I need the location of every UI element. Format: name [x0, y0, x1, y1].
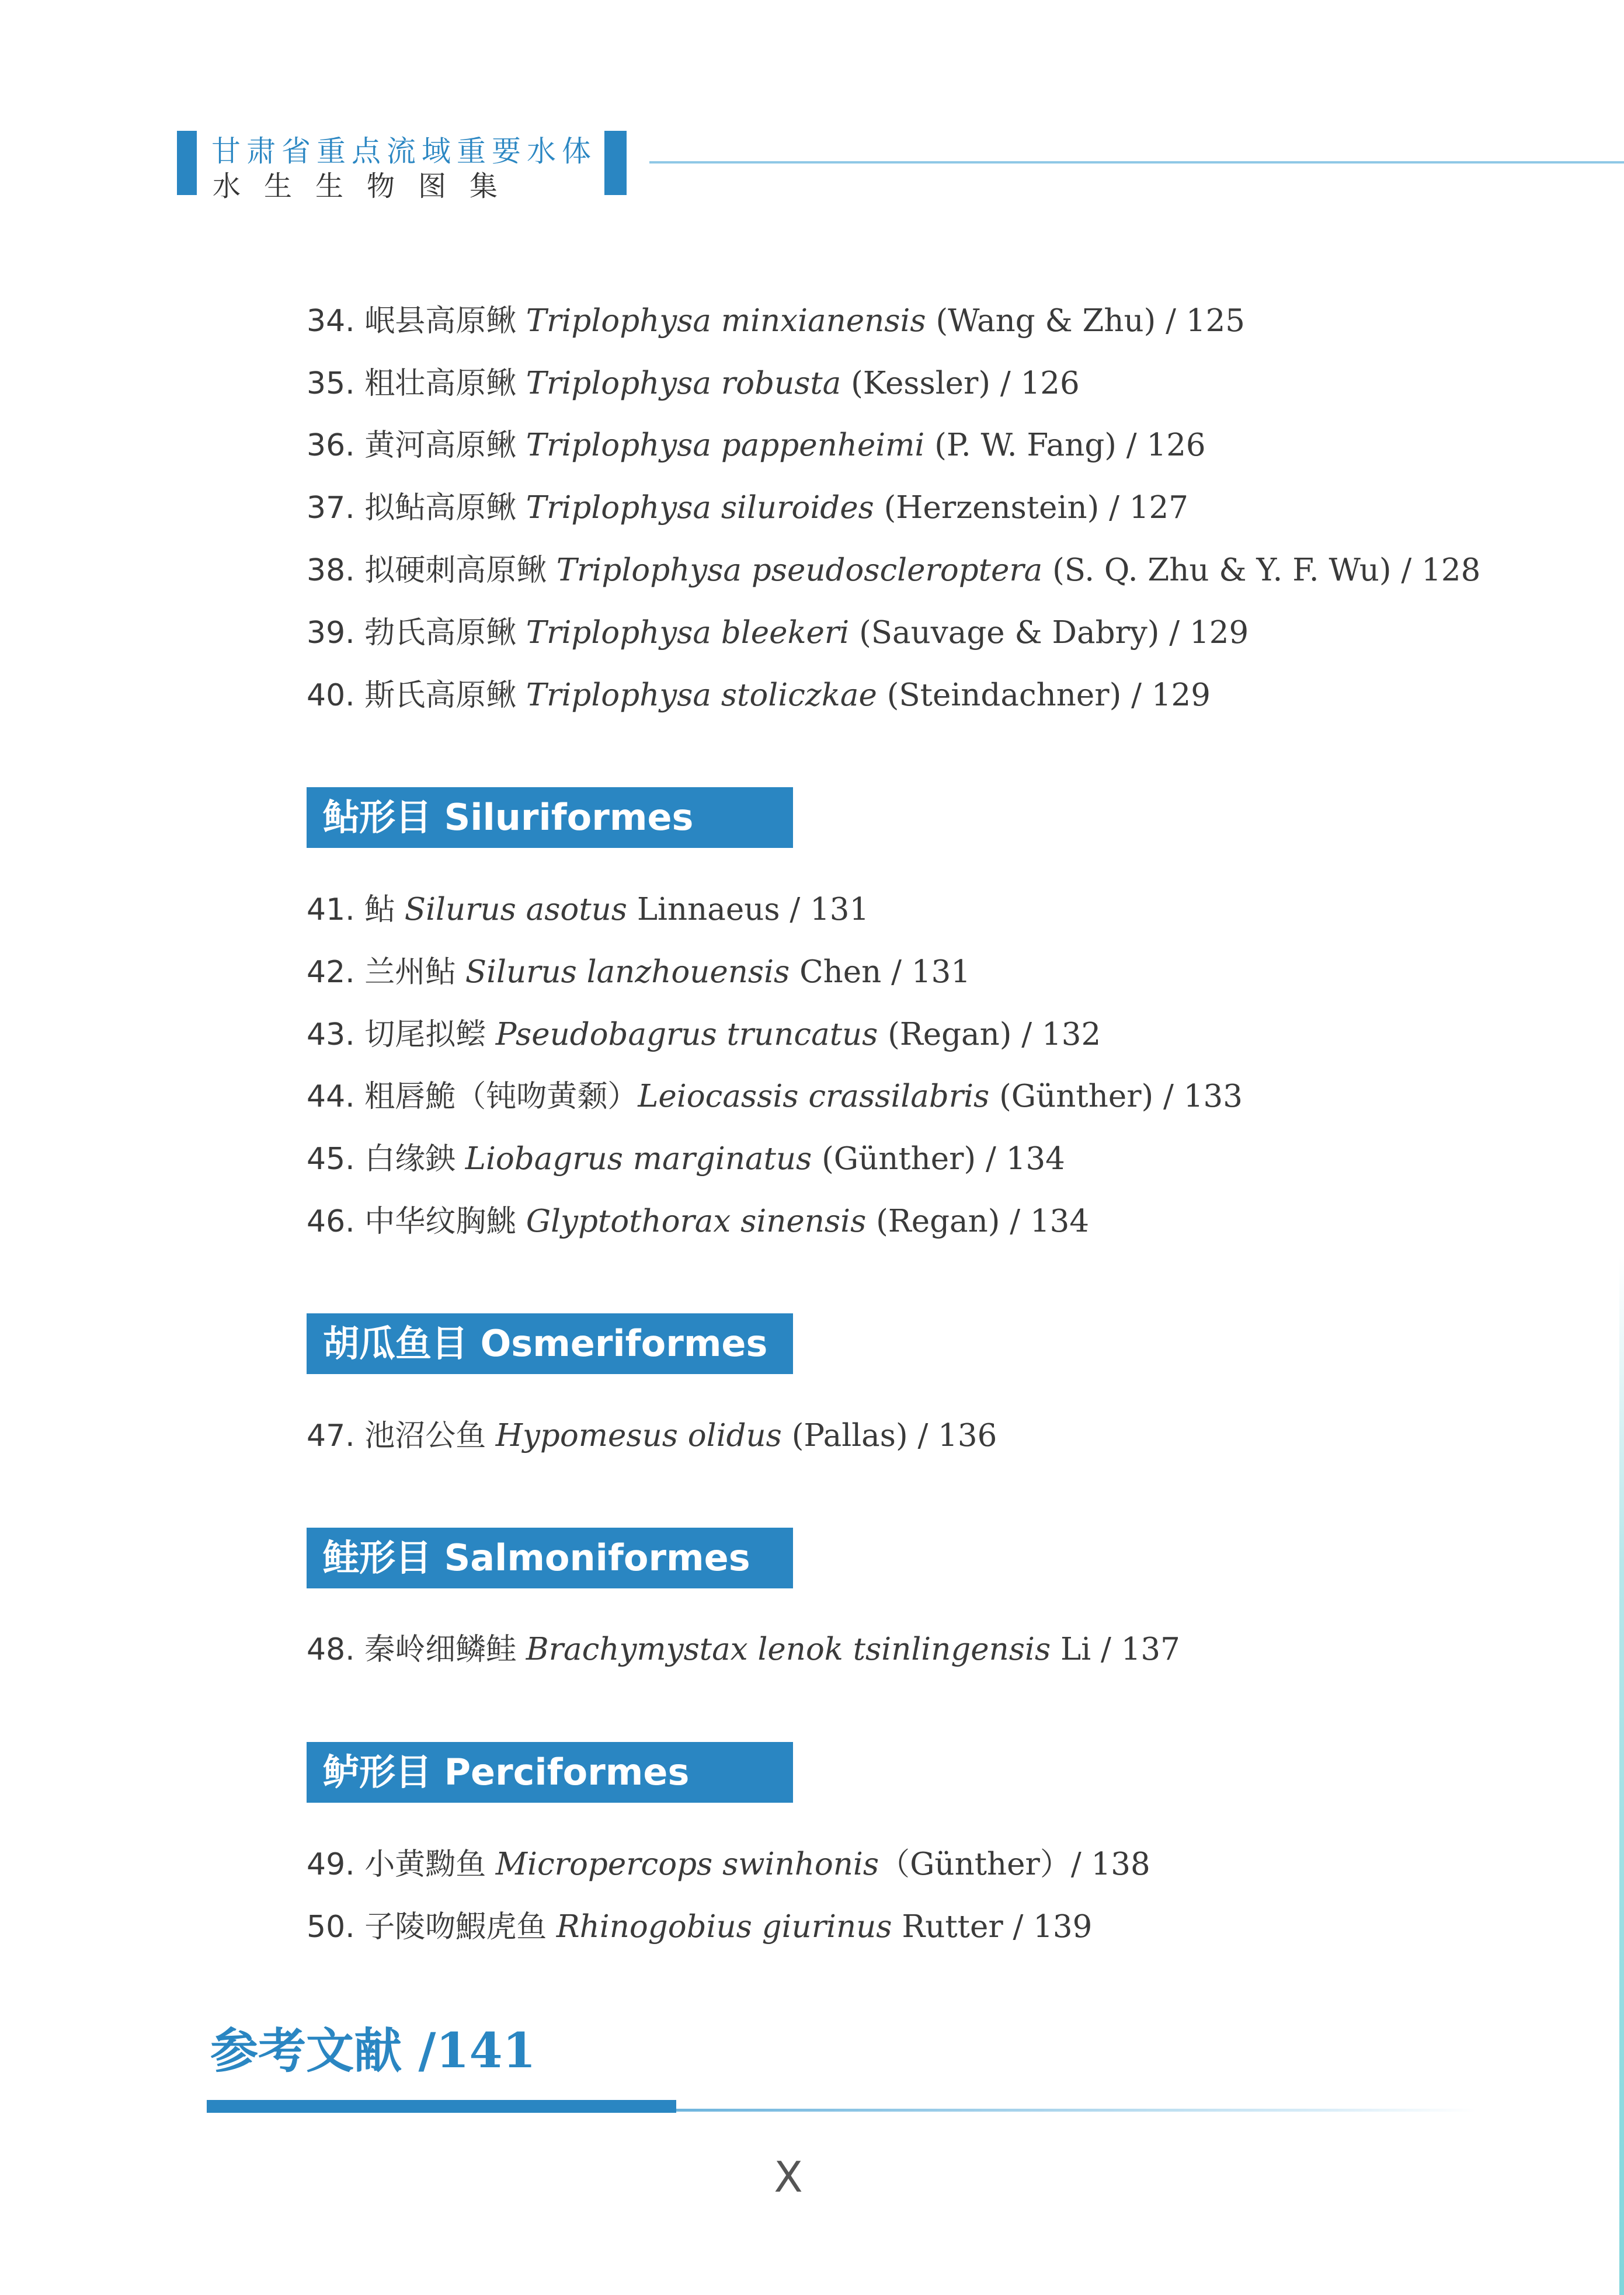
header-rule: [649, 161, 1624, 164]
toc-entry: 48. 秦岭细鳞鲑 Brachymystax lenok tsinlingensis Li / 137: [307, 1632, 1180, 1667]
page-number: X: [774, 2153, 803, 2202]
section-heading-perciformes: 鲈形目 Perciformes: [307, 1742, 793, 1803]
toc-entry: 40. 斯氏高原鳅 Triplophysa stoliczkae (Steindachner) / 129: [307, 677, 1211, 713]
section-heading-osmeriformes: 胡瓜鱼目 Osmeriformes: [307, 1313, 793, 1374]
header-title-line2: 水生生物图集: [213, 170, 521, 203]
header-title-line1: 甘肃省重点流域重要水体: [211, 134, 597, 168]
toc-entry: 45. 白缘鉠 Liobagrus marginatus (Günther) / 134: [307, 1141, 1065, 1177]
toc-entry: 43. 切尾拟鲿 Pseudobagrus truncatus (Regan) / 132: [307, 1017, 1101, 1052]
toc-entry: 50. 子陵吻鰕虎鱼 Rhinogobius giurinus Rutter / 139: [307, 1909, 1093, 1945]
toc-entry: 37. 拟鲇高原鳅 Triplophysa siluroides (Herzenstein) / 127: [307, 490, 1188, 526]
toc-entry: 44. 粗唇鮠（钝吻黄颡）Leiocassis crassilabris (Günther) / 133: [307, 1079, 1243, 1114]
toc-entry: 46. 中华纹胸鮡 Glyptothorax sinensis (Regan) / 134: [307, 1204, 1090, 1239]
section-heading-salmoniformes: 鲑形目 Salmoniformes: [307, 1528, 793, 1588]
references-rule-thin: [676, 2109, 1476, 2112]
page-edge-decoration: [1619, 1256, 1624, 2295]
references-heading: 参考文献 /141: [210, 2023, 536, 2079]
toc-entry: 39. 勃氏高原鳅 Triplophysa bleekeri (Sauvage & Dabry) / 129: [307, 615, 1249, 651]
toc-entry: 34. 岷县高原鳅 Triplophysa minxianensis (Wang & Zhu) / 125: [307, 303, 1246, 339]
toc-entry: 35. 粗壮高原鳅 Triplophysa robusta (Kessler) / 126: [307, 366, 1080, 401]
toc-entry: 49. 小黄黝鱼 Micropercops swinhonis（Günther）/ 138: [307, 1847, 1150, 1882]
toc-entry: 36. 黄河高原鳅 Triplophysa pappenheimi (P. W. Fang) / 126: [307, 427, 1206, 463]
page-header: [0, 0, 1624, 210]
references-rule-thick: [207, 2100, 676, 2113]
header-right-bar: [604, 131, 627, 195]
section-heading-siluriformes: 鲇形目 Siluriformes: [307, 787, 793, 848]
header-left-bar: [177, 131, 197, 195]
toc-entry: 47. 池沼公鱼 Hypomesus olidus (Pallas) / 136: [307, 1418, 997, 1454]
toc-entry: 38. 拟硬刺高原鳅 Triplophysa pseudoscleroptera (S. Q. Zhu & Y. F. Wu) / 128: [307, 552, 1481, 588]
toc-entry: 41. 鲇 Silurus asotus Linnaeus / 131: [307, 892, 870, 927]
toc-entry: 42. 兰州鲇 Silurus lanzhouensis Chen / 131: [307, 954, 971, 990]
